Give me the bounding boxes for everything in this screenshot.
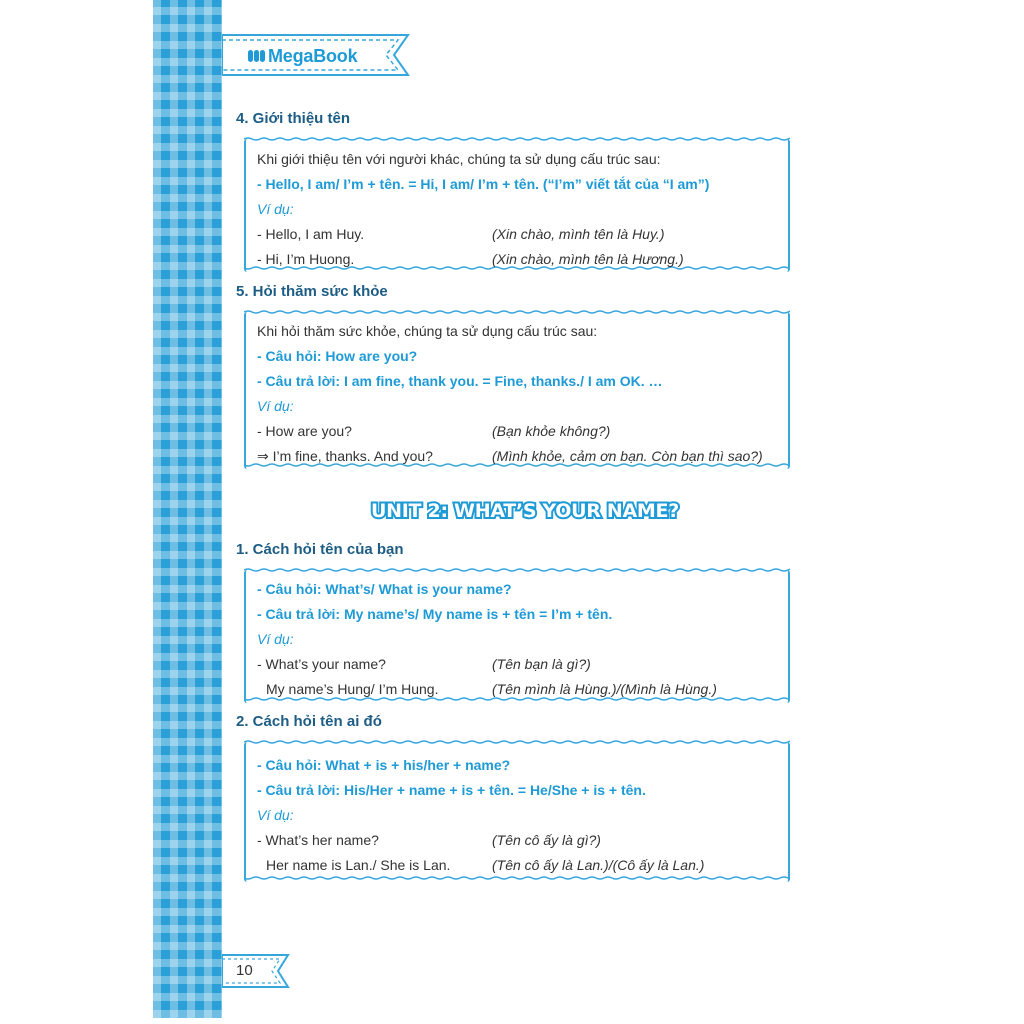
example-sentence: ⇒ I’m fine, thanks. And you? xyxy=(257,448,433,464)
intro-text: Khi giới thiệu tên với người khác, chúng ta sử dụng cấu trúc sau: xyxy=(257,151,661,167)
unit-title-text: UNIT 2: WHAT’S YOUR NAME? xyxy=(371,500,679,522)
example-translation: (Tên cô ấy là gì?) xyxy=(492,832,601,848)
structure-rule: - Câu hỏi: What + is + his/her + name? xyxy=(257,757,511,773)
example-sentence: - How are you? xyxy=(257,423,352,439)
example-sentence: - What’s your name? xyxy=(257,656,386,672)
structure-rule: - Câu trả lời: His/Her + name + is + tên. = He/She + is + tên. xyxy=(257,782,646,798)
page-number-tab xyxy=(222,954,292,988)
example-label: Ví dụ: xyxy=(257,631,294,647)
page-number: 10 xyxy=(236,962,253,979)
example-sentence: - Hello, I am Huy. xyxy=(257,226,365,242)
structure-rule: - Câu hỏi: What’s/ What is your name? xyxy=(257,581,512,597)
structure-rule: - Hello, I am/ I’m + tên. = Hi, I am/ I’m + tên. (“I’m” viết tắt của “I am”) xyxy=(257,176,710,192)
section-heading-cach-hoi-ten-ai-do: 2. Cách hỏi tên ai đó xyxy=(236,713,382,730)
section-heading-hoi-tham-suc-khoe: 5. Hỏi thăm sức khỏe xyxy=(236,283,388,300)
example-translation: (Mình khỏe, cảm ơn bạn. Còn bạn thì sao?) xyxy=(492,448,763,464)
unit-title xyxy=(0,500,1024,522)
structure-rule: - Câu trả lời: I am fine, thank you. = Fine, thanks./ I am OK. … xyxy=(257,373,663,389)
brand-logo xyxy=(248,45,357,67)
example-translation: (Xin chào, mình tên là Huy.) xyxy=(492,226,665,242)
section-heading-gioi-thieu-ten: 4. Giới thiệu tên xyxy=(236,110,351,127)
example-translation: (Tên cô ấy là Lan.)/(Cô ấy là Lan.) xyxy=(492,857,705,873)
example-label: Ví dụ: xyxy=(257,398,294,414)
structure-rule: - Câu trả lời: My name’s/ My name is + tên = I’m + tên. xyxy=(257,606,613,622)
example-translation: (Bạn khỏe không?) xyxy=(492,423,611,439)
example-label: Ví dụ: xyxy=(257,807,294,823)
megabook-logo-icon xyxy=(248,50,265,62)
example-sentence: - What’s her name? xyxy=(257,832,379,848)
example-sentence: - Hi, I’m Huong. xyxy=(257,251,355,267)
example-translation: (Xin chào, mình tên là Hương.) xyxy=(492,251,684,267)
structure-rule: - Câu hỏi: How are you? xyxy=(257,348,418,364)
example-sentence: My name’s Hung/ I’m Hung. xyxy=(266,681,439,697)
intro-text: Khi hỏi thăm sức khỏe, chúng ta sử dụng cấu trúc sau: xyxy=(257,323,598,339)
example-translation: (Tên bạn là gì?) xyxy=(492,656,591,672)
section-heading-cach-hoi-ten-cua-ban: 1. Cách hỏi tên của bạn xyxy=(236,541,404,558)
brand-name: MegaBook xyxy=(268,45,358,66)
example-label: Ví dụ: xyxy=(257,201,294,217)
example-translation: (Tên mình là Hùng.)/(Mình là Hùng.) xyxy=(492,681,717,697)
example-sentence: Her name is Lan./ She is Lan. xyxy=(266,857,451,873)
